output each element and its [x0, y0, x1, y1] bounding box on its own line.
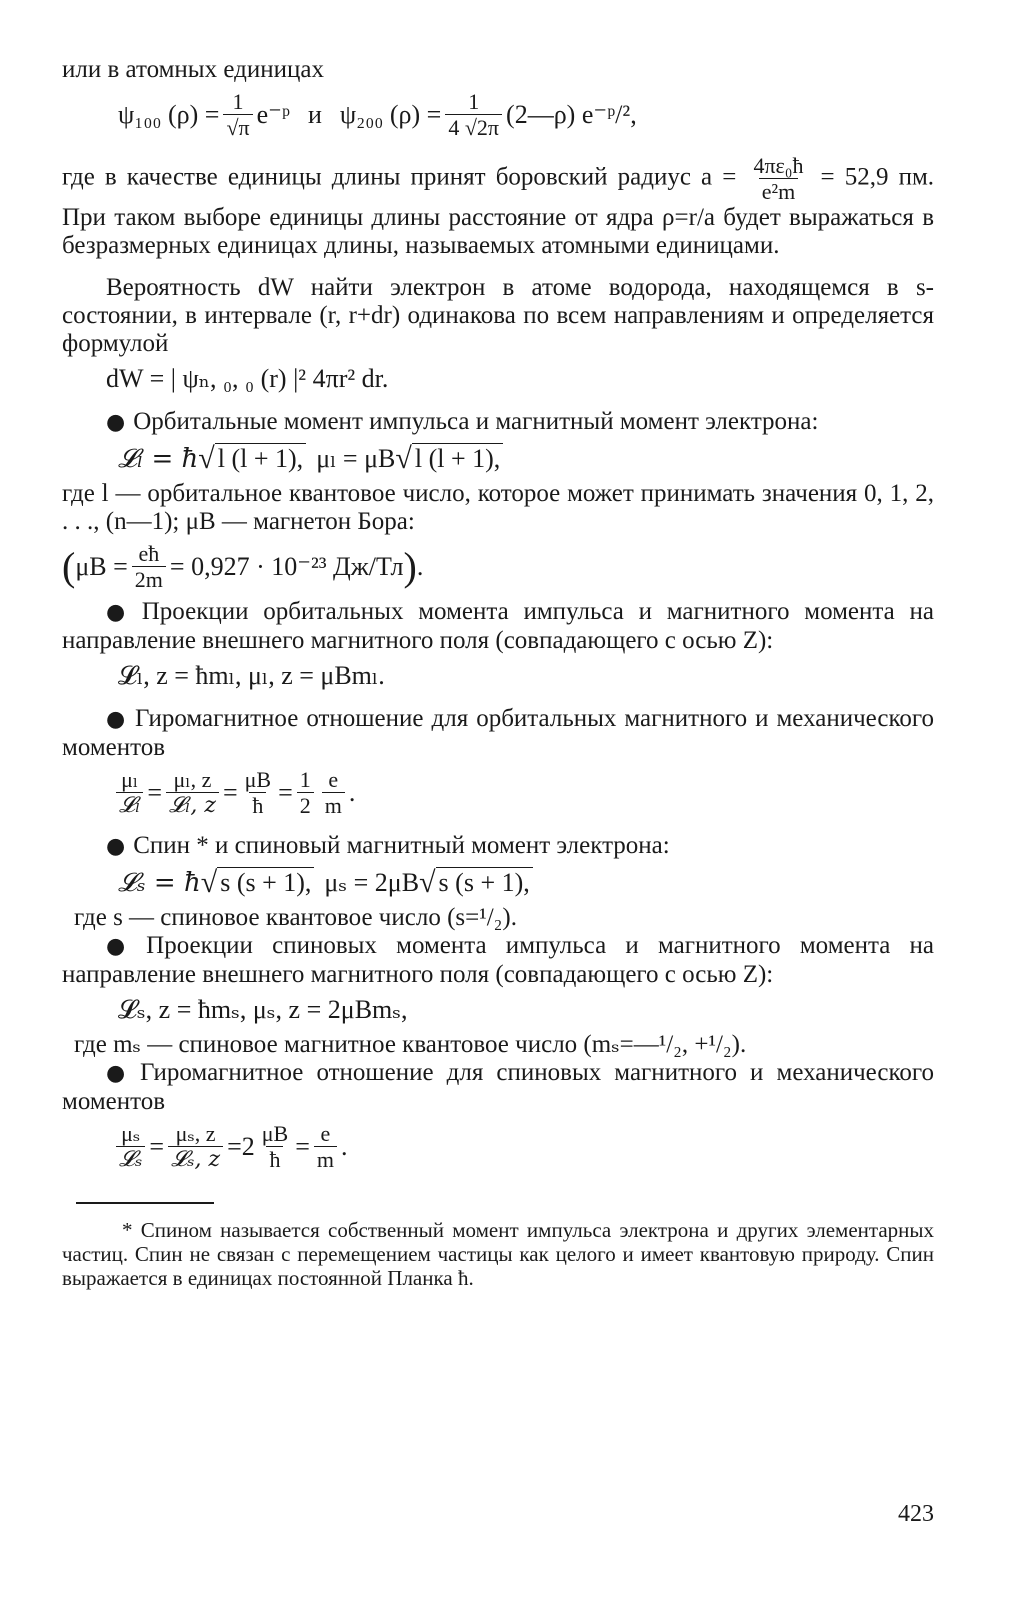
exp-term: e⁻ᵖ — [256, 100, 290, 129]
spin-equation: 𝓛ₛ = ħ √ s (s + 1), μₛ = 2μB √ s (s + 1), — [62, 867, 934, 898]
bohr-radius-paragraph: где в качестве единицы длины принят боровский радиус a = $\frac{\text{4πε₀ħ}}{\text{e²m}}$ = 52,9 пм. При таком выборе единицы длины расстояние от ядра ρ=r/a будет выражаться в безразмерных единицах длины, называемых атомными единицами. — [62, 153, 935, 259]
fraction: $\frac{eħ}{2m}$ — [132, 542, 166, 592]
orbital-gyromagnetic-equation: $\frac{\text{μₗ}}{\text{𝓛ₗ}}$ = $\frac{\text{μₗ, z}}{\text{𝓛ₗ, z}}$ = $\frac{\mu B}{ħ}$ = $\frac{1}{2}$ $\frac{e}{m}$ . — [62, 768, 934, 818]
fraction: $\frac{1}{√\pi}$ — [223, 90, 252, 140]
bullet-spin-gyromagnetic: ● Гиромагнитное отношение для спиновых магнитного и механического моментов — [62, 1059, 934, 1116]
spin-magnetic-number-paragraph: где mₛ — спиновое магнитное квантовое число (mₛ=—¹/₂, +¹/₂). — [74, 1031, 747, 1058]
fraction: $\frac{1}{4 √2\pi}$ — [445, 90, 502, 140]
intro-text: или в атомных единицах — [62, 56, 324, 83]
bullet-spin: ● Спин * и спиновый магнитный момент электрона: — [62, 832, 934, 861]
psi200-lhs: ψ₂₀₀ (ρ) = — [339, 100, 442, 129]
orbital-projection-equation: 𝓛ₗ, z = ħmₗ, μₗ, z = μBmₗ. — [118, 661, 385, 690]
conjunction: и — [307, 100, 322, 129]
bullet-orbital-projection: ● Проекции орбитальных момента импульса и магнитного момента на направление внешнего магнитного поля (совпадающего с осью Z): — [62, 598, 934, 655]
psi100-lhs: ψ₁₀₀ (ρ) = — [118, 100, 220, 129]
orbital-moment-equation: 𝓛ₗ = ħ √ l (l + 1), μₗ = μB √ l (l + 1), — [62, 443, 934, 474]
page-number: 423 — [898, 1501, 934, 1527]
orbital-number-paragraph: где l — орбитальное квантовое число, которое может принимать значения 0, 1, 2, . . ., (n—1); μB — магнетон Бора: — [62, 480, 934, 535]
probability-equation: dW = | ψₙ, ₀, ₀ (r) |² 4πr² dr. — [106, 364, 389, 393]
bullet-spin-projection: ● Проекции спиновых момента импульса и магнитного момента на направление внешнего магнитного поля (совпадающего с осью Z): — [62, 932, 934, 989]
wavefunction-equation — [62, 90, 934, 140]
footnote: * Спином называется собственный момент импульса электрона и других элементарных частиц. Спин не связан с перемещением частицы как целого и имеет квантовую природу. Спин выражается в единицах постоянной Планка ħ. — [62, 1218, 934, 1290]
bullet-orbital-moment: ● Орбитальные момент импульса и магнитный момент электрона: — [62, 408, 934, 437]
spin-number-paragraph: где s — спиновое квантовое число (s=¹/₂). — [74, 904, 517, 931]
psi200-tail: (2—ρ) e⁻ᵖ/², — [506, 100, 637, 129]
bohr-magneton-equation: ( μB = $\frac{eħ}{2m}$ = 0,927 · 10⁻²³ Дж/Тл ) . — [62, 541, 424, 592]
bohr-radius-symbol: a = — [701, 163, 737, 191]
spin-projection-equation: 𝓛ₛ, z = ħmₛ, μₛ, z = 2μBmₛ, — [118, 995, 408, 1024]
fraction: $\frac{\text{4πε₀ħ}}{\text{e²m}}$ — [753, 153, 804, 204]
bullet-orbital-gyromagnetic: ● Гиромагнитное отношение для орбитальных магнитного и механического моментов — [62, 705, 934, 762]
footnote-divider — [76, 1202, 214, 1204]
spin-gyromagnetic-equation: $\frac{\text{μₛ}}{\text{𝓛ₛ}}$ = $\frac{\text{μₛ, z}}{\text{𝓛ₛ, z}}$ = 2 $\frac{\mu B}{ħ}$ = $\frac{e}{m}$ . — [62, 1122, 934, 1172]
probability-paragraph: Вероятность dW найти электрон в атоме водорода, находящемся в s-состоянии, в интервале (r, r+dr) одинакова по всем направлениям и определяется формулой — [62, 274, 934, 357]
